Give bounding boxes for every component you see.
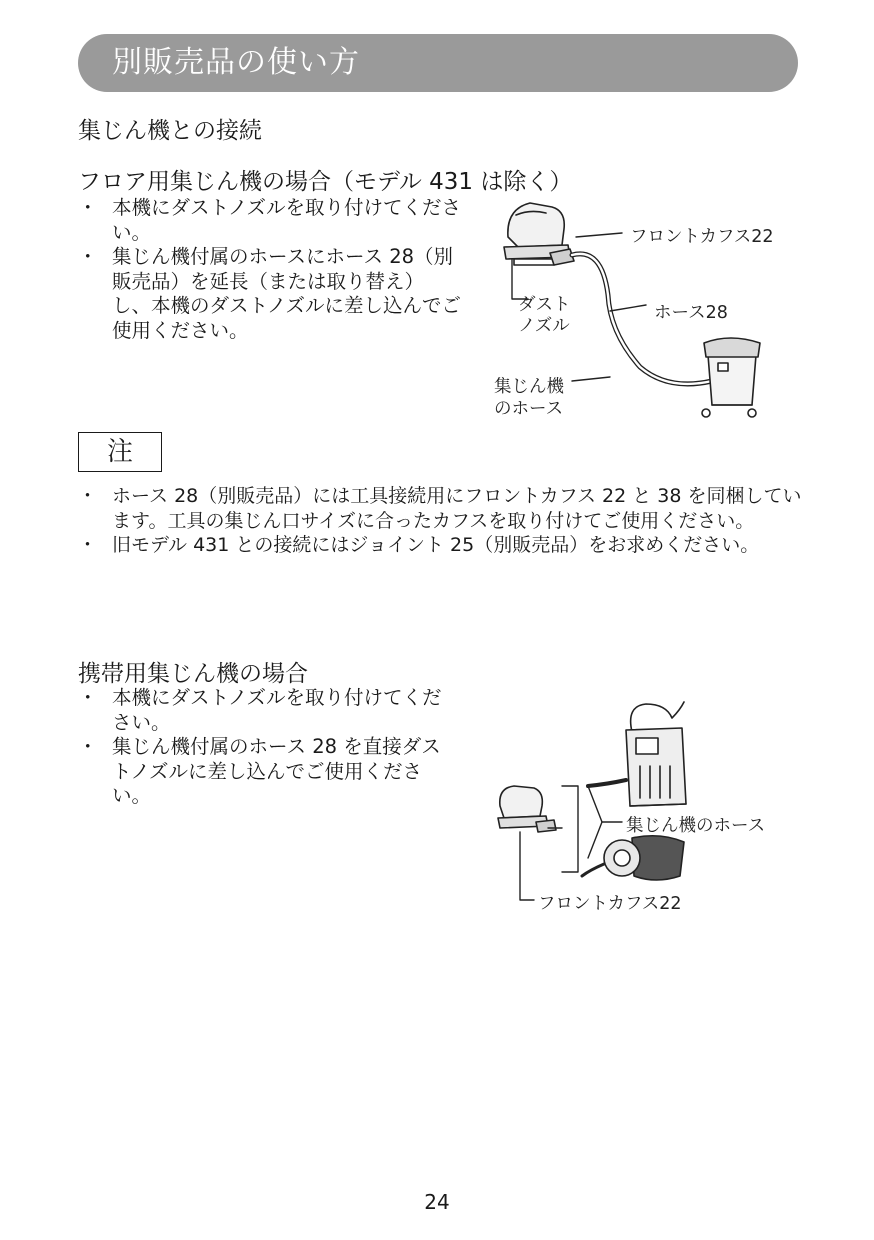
portable-instructions — [82, 686, 452, 809]
floor-heading: フロア用集じん機の場合（モデル 431 は除く） — [78, 169, 573, 195]
label-collector-hose-line2: のホース — [494, 399, 564, 419]
floor-instructions — [82, 196, 462, 343]
portable-collector-illustration — [490, 700, 790, 920]
list-item: ・ ホース 28（別販売品）には工具接続用にフロントカフス 22 と 38 を同梱しています。工具の集じん口サイズに合ったカフスを取り付けてご使用ください。 — [82, 484, 802, 533]
page-number: 24 — [424, 1190, 450, 1214]
list-item: ・ 集じん機付属のホース 28 を直接ダストノズルに差し込んでご使用ください。 — [82, 735, 452, 809]
list-item: ・ 旧モデル 431 との接続にはジョイント 25（別販売品）をお求めください。 — [82, 533, 802, 558]
section-title: 集じん機との接続 — [78, 118, 262, 144]
portable-collector-figure — [490, 700, 790, 920]
list-item: ・ 本機にダストノズルを取り付けてください。 — [82, 196, 462, 245]
list-item: ・ 集じん機付属のホースにホース 28（別販売品）を延長（または取り替え）し、本機のダストノズルに差し込んでご使用ください。 — [82, 245, 462, 343]
list-item: ・ 本機にダストノズルを取り付けてください。 — [82, 686, 452, 735]
label-dust-nozzle-line2: ノズル — [518, 316, 570, 336]
label-hose: ホース28 — [654, 303, 728, 323]
page-title: 別販売品の使い方 — [112, 45, 360, 80]
label-collector-hose: 集じん機のホース — [626, 816, 766, 836]
portable-heading: 携帯用集じん機の場合 — [78, 661, 308, 687]
label-dust-nozzle-line1: ダスト — [518, 295, 571, 315]
label-front-cuff: フロントカフス22 — [630, 227, 774, 247]
page-title-banner — [78, 34, 798, 92]
note-label: 注 — [78, 432, 162, 472]
label-collector-hose-line1: 集じん機 — [494, 377, 564, 397]
note-list — [82, 484, 802, 558]
label-front-cuff: フロントカフス22 — [538, 894, 682, 914]
floor-collector-figure — [490, 195, 790, 425]
